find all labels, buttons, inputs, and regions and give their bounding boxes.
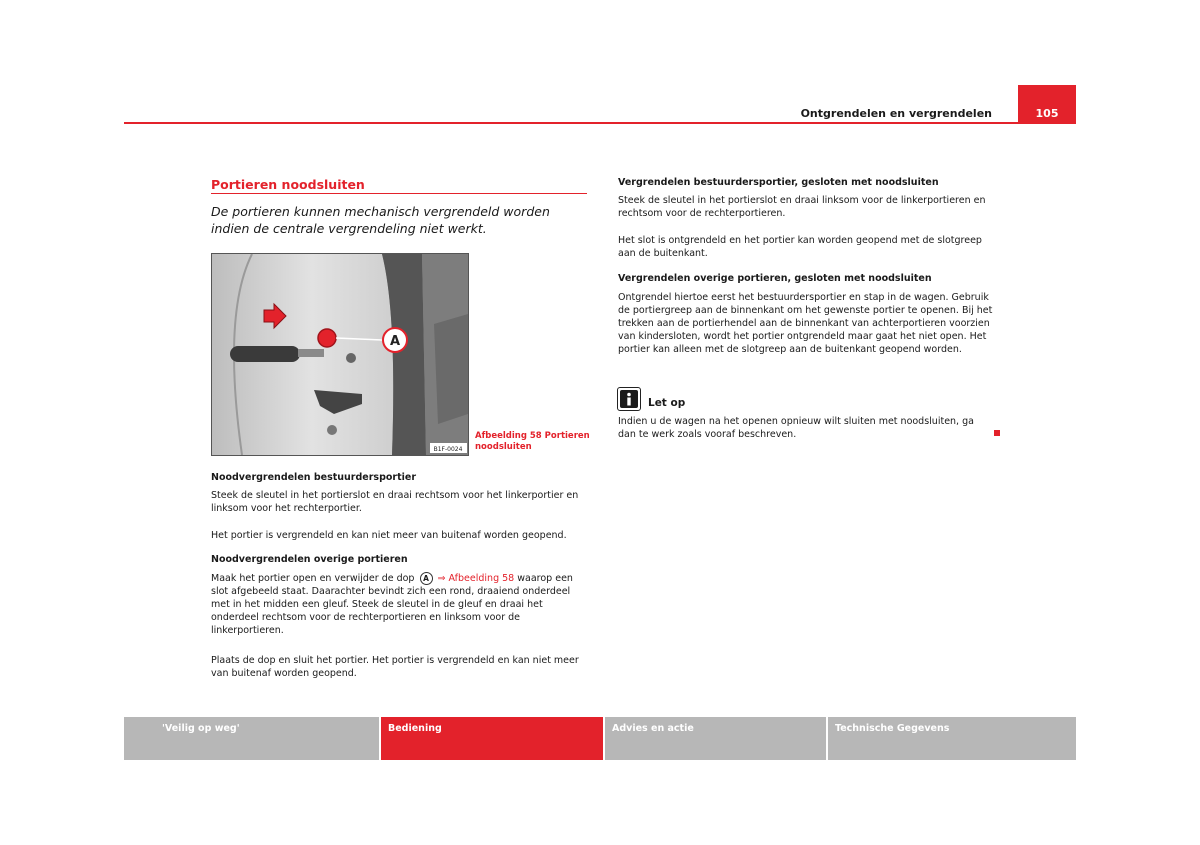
- tab-label: 'Veilig op weg': [162, 723, 240, 734]
- tab-veilig-op-weg[interactable]: [124, 717, 379, 760]
- tab-technische-gegevens[interactable]: [828, 717, 1076, 760]
- figure-link[interactable]: ⇒ Afbeelding 58: [437, 573, 515, 584]
- note-title: Let op: [648, 397, 686, 409]
- subheading-other-doors-emergency-lock: Noodvergrendelen overige portieren: [211, 554, 408, 565]
- paragraph: Steek de sleutel in het portierslot en draai rechtsom voor het linkerportier en linksom voor het rechterportier.: [211, 490, 579, 514]
- subheading-driver-emergency-lock: Noodvergrendelen bestuurdersportier: [211, 472, 417, 483]
- end-of-section-marker: [994, 430, 1000, 436]
- section-title: Portieren noodsluiten: [211, 177, 365, 192]
- figure-caption: Afbeelding 58 Portieren noodsluiten: [475, 431, 590, 452]
- tab-label: Technische Gegevens: [835, 723, 950, 734]
- header-rule: [124, 122, 1076, 124]
- paragraph-text: Maak het portier open en verwijder de dop: [211, 573, 415, 584]
- door-lock-figure: [211, 253, 469, 456]
- chapter-title: Ontgrendelen en vergrendelen: [800, 107, 992, 120]
- section-rule: [211, 193, 587, 194]
- info-icon: [617, 387, 641, 411]
- figure-code: B1F-0024: [433, 446, 463, 453]
- paragraph: Steek de sleutel in het portierslot en draai linksom voor de linkerportieren en rechtsom voor de rechterportieren.: [618, 195, 986, 219]
- paragraph: Het portier is vergrendeld en kan niet meer van buitenaf worden geopend.: [211, 530, 567, 541]
- subheading-other-doors-lock-after-emergency: Vergrendelen overige portieren, gesloten met noodsluiten: [618, 273, 932, 284]
- paragraph: Het slot is ontgrendeld en het portier kan worden geopend met de slotgreep aan de buitenkant.: [618, 235, 982, 259]
- paragraph-text: waarop een slot afgebeeld staat. Daarachter bevindt zich een rond, draaiend onderdeel met in het midden een gleuf. Steek de sleutel in de gleuf en draai het onderdeel rechtsom voor de rechterportieren en linksom voor de linkerportieren.: [211, 573, 573, 636]
- tab-label: Advies en actie: [612, 723, 694, 734]
- door-lock-illustration: [212, 254, 468, 455]
- callout-a: A: [420, 572, 433, 585]
- page-number: 105: [1035, 107, 1059, 120]
- paragraph: Plaats de dop en sluit het portier. Het portier is vergrendeld en kan niet meer van buitenaf worden geopend.: [211, 655, 579, 679]
- note-text: Indien u de wagen na het openen opnieuw wilt sluiten met noodsluiten, ga dan te werk zoals vooraf beschreven.: [618, 416, 974, 440]
- tab-advies-en-actie[interactable]: [605, 717, 826, 760]
- figure-callout-a: A: [389, 334, 401, 349]
- paragraph: [211, 572, 587, 637]
- intro-text: De portieren kunnen mechanisch vergrendeld worden indien de centrale vergrendeling niet werkt.: [211, 204, 550, 236]
- tab-label: Bediening: [388, 723, 442, 734]
- subheading-driver-lock-after-emergency: Vergrendelen bestuurdersportier, gesloten met noodsluiten: [618, 177, 939, 188]
- paragraph: Ontgrendel hiertoe eerst het bestuurdersportier en stap in de wagen. Gebruik de portiergreep aan de binnenkant om het gewenste portier te openen. Bij het trekken aan de portierhendel aan de binnenkant van achterportieren voorzien van kindersloten, wordt het portier ontgrendeld maar gaat het niet open. Het portier kan alleen met de slotgreep aan de buitenkant geopend worden.: [618, 292, 993, 355]
- tab-bediening[interactable]: [381, 717, 603, 760]
